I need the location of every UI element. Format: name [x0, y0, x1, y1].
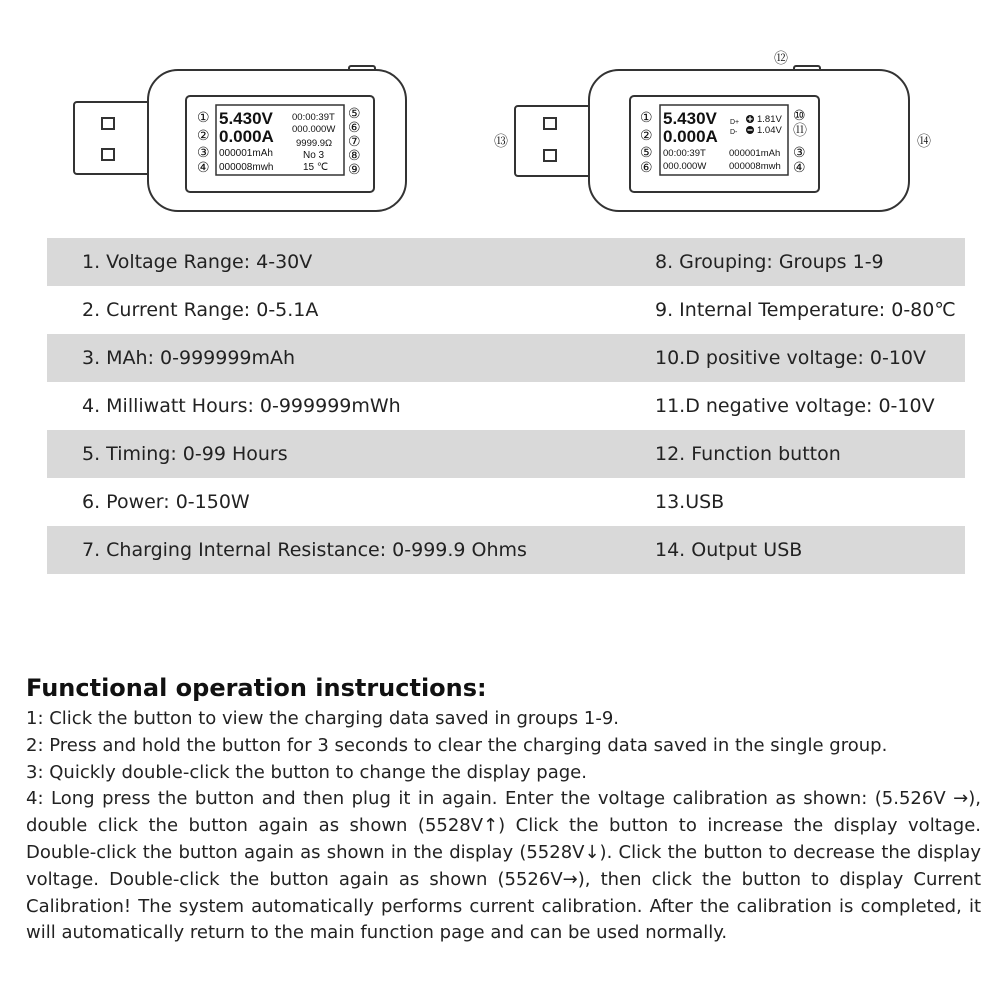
device-2-callout: ⑬ — [494, 133, 508, 149]
spec-row — [47, 430, 965, 478]
device-1-callout: ⑨ — [348, 161, 361, 177]
device-1-resistance: 9999.9Ω — [296, 138, 333, 149]
device-2-callout: ⑫ — [774, 50, 788, 66]
device-1-time: 00:00:39T — [292, 112, 335, 123]
spec-item: 12. Function button — [655, 443, 841, 465]
spec-item: 9. Internal Temperature: 0-80℃ — [655, 299, 956, 321]
spec-item: 7. Charging Internal Resistance: 0-999.9 Ohms — [82, 539, 527, 561]
device-1-callout: ⑤ — [348, 105, 361, 121]
spec-row — [47, 334, 965, 382]
spec-row — [47, 526, 965, 574]
spec-item: 6. Power: 0-150W — [82, 491, 250, 513]
instructions-section — [26, 672, 981, 947]
spec-item: 4. Milliwatt Hours: 0-999999mWh — [82, 395, 401, 417]
device-1-power: 000.000W — [292, 124, 336, 135]
device-1-usb-plug — [74, 102, 150, 174]
device-1-mah: 000001mAh — [219, 148, 273, 159]
spec-row — [47, 382, 965, 430]
device-1-plug-hole-bottom — [102, 149, 114, 160]
spec-table — [47, 238, 965, 574]
device-2-callout: ② — [640, 127, 653, 143]
device-2-dplus-voltage: 1.81V — [757, 114, 782, 125]
device-1-temperature: 15 ℃ — [303, 162, 329, 173]
device-illustrations — [0, 0, 1001, 230]
instruction-item: 3: Quickly double-click the button to change the display page. — [26, 761, 587, 783]
device-2-current: 0.000A — [663, 127, 718, 146]
device-1-callout: ⑧ — [348, 147, 361, 163]
device-1-callout: ④ — [197, 159, 210, 175]
device-1-callout: ⑥ — [348, 119, 361, 135]
device-2-voltage: 5.430V — [663, 109, 717, 128]
device-2 — [494, 50, 931, 211]
spec-item: 8. Grouping: Groups 1-9 — [655, 251, 884, 273]
device-2-callout: ⑤ — [640, 144, 653, 160]
instruction-item: 4: Long press the button and then plug it in again. Enter the voltage calibration as shown: (5.526V →), double click the button again as shown (5528V↑) Click the button to increase the display voltage. Double-click the button again as shown in the display (5528V↓). Click the button to decrease the display voltage. Double-click the button again as shown (5526V→), then click the button to display Current Calibration! The system automatically performs current calibration. After the calibration is completed, it will automatically return to the main function page and can be used normally. — [26, 788, 981, 944]
spec-row — [47, 478, 965, 526]
device-2-power: 000.000W — [663, 161, 707, 172]
device-2-callout: ① — [640, 109, 653, 125]
device-2-time: 00:00:39T — [663, 148, 706, 159]
instruction-item: 2: Press and hold the button for 3 seconds to clear the charging data saved in the single group. — [26, 734, 888, 756]
device-2-plug-hole-top — [544, 118, 556, 129]
device-1-callout: ⑦ — [348, 133, 361, 149]
device-2-callout: ⑩ — [793, 107, 806, 123]
device-1-current: 0.000A — [219, 127, 274, 146]
device-2-callout: ⑭ — [917, 133, 931, 149]
device-2-data-label-icon: D- — [730, 129, 738, 136]
spec-item: 2. Current Range: 0-5.1A — [82, 299, 319, 321]
device-2-dminus-voltage: 1.04V — [757, 125, 782, 136]
instruction-item: 1: Click the button to view the charging data saved in groups 1-9. — [26, 708, 620, 729]
device-2-data-label-icon: D+ — [730, 119, 740, 126]
device-2-plug-hole-bottom — [544, 150, 556, 161]
device-2-callout: ⑪ — [793, 122, 807, 138]
spec-item: 14. Output USB — [655, 539, 803, 561]
device-1-mwh: 000008mwh — [219, 162, 274, 173]
device-1 — [74, 66, 406, 211]
spec-row — [47, 286, 965, 334]
device-2-callout: ③ — [793, 144, 806, 160]
device-1-callout: ③ — [197, 144, 210, 160]
spec-item: 11.D negative voltage: 0-10V — [655, 395, 935, 417]
device-2-usb-plug — [515, 106, 591, 176]
device-2-callout: ⑥ — [640, 159, 653, 175]
device-1-group: No 3 — [303, 150, 325, 161]
device-2-mwh: 000008mwh — [729, 161, 781, 172]
spec-item: 13.USB — [655, 491, 725, 513]
device-1-callout: ① — [197, 109, 210, 125]
instructions-title: Functional operation instructions: — [26, 674, 487, 702]
device-2-mah: 000001mAh — [729, 148, 781, 159]
spec-item: 1. Voltage Range: 4-30V — [82, 251, 313, 273]
spec-item: 3. MAh: 0-999999mAh — [82, 347, 296, 369]
spec-row — [47, 238, 965, 286]
spec-item: 10.D positive voltage: 0-10V — [655, 347, 927, 369]
device-1-voltage: 5.430V — [219, 109, 273, 128]
device-2-callout: ④ — [793, 159, 806, 175]
device-1-plug-hole-top — [102, 118, 114, 129]
spec-item: 5. Timing: 0-99 Hours — [82, 443, 288, 465]
device-1-callout: ② — [197, 127, 210, 143]
